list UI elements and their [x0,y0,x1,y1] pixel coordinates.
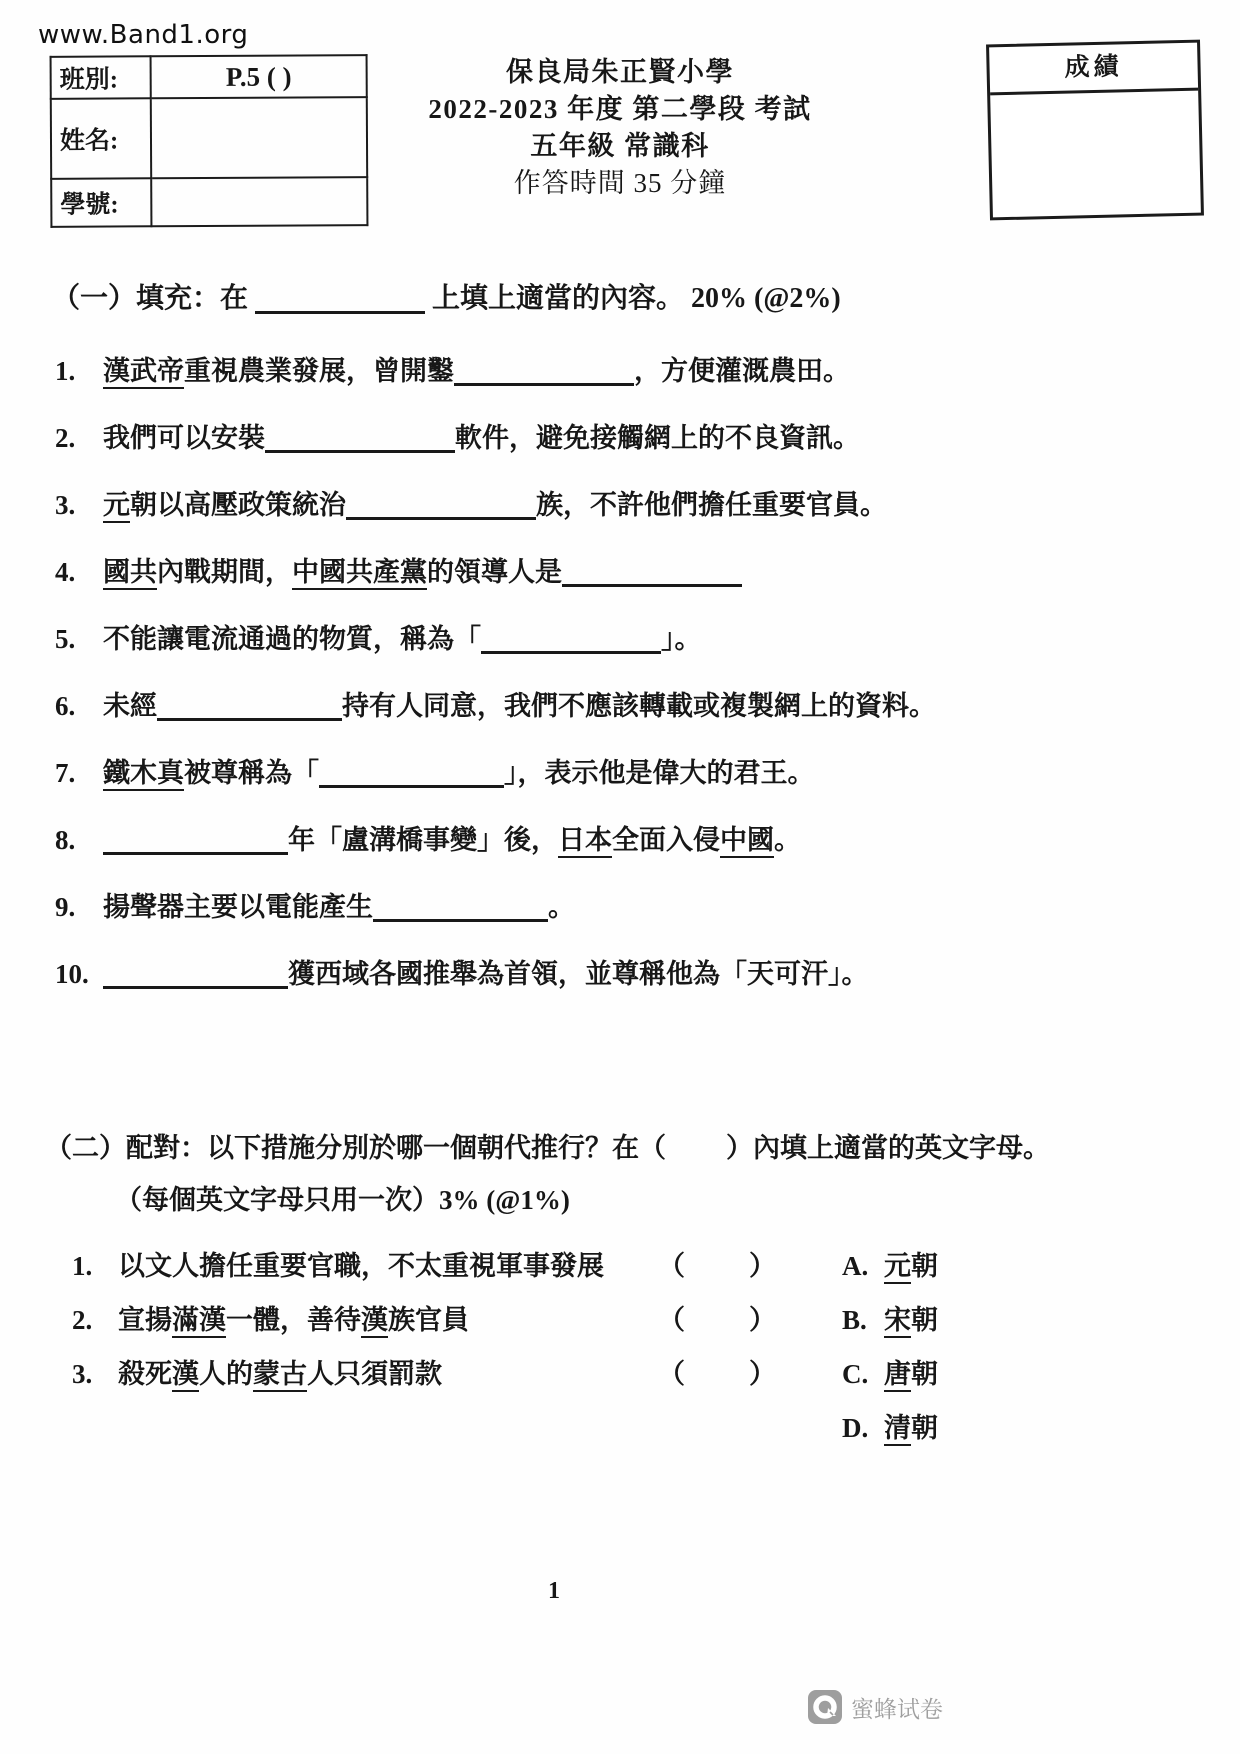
text-run: 。 [774,825,801,855]
text-run: 軟件，避免接觸網上的不良資訊。 [455,423,860,453]
question-number: 7. [55,758,76,788]
text-run: （二）配對：以下措施分別於哪一個朝代推行？在（ [45,1133,666,1163]
student-number-label: 學號: [51,178,151,227]
class-label: 班別: [51,56,151,99]
text-run: 人的 [199,1359,253,1389]
exam-title: 2022-2023 年度 第二學段 考試 [428,94,812,124]
column-spacer [776,1408,842,1448]
item-text [118,1408,658,1448]
bracket-close: ） [749,1359,776,1389]
dynasty-option [842,1408,938,1448]
text-run: 朝以高壓政策統治 [130,490,346,520]
underlined-term: 蒙古 [253,1359,307,1392]
section2-matching [72,1246,1212,1462]
question-number: 10. [55,959,89,989]
question-number: 4. [55,557,76,587]
brand-footer [808,1690,943,1724]
bracket-open: （ [658,1251,685,1281]
question-number: 5. [55,624,76,654]
text-run: 族官員 [388,1305,469,1335]
text-run: 一體，善待 [226,1305,361,1335]
question-number: 3. [55,490,76,520]
question-row [55,886,1205,928]
underlined-term: 鐵木真 [103,758,184,791]
underlined-term: 日本 [558,825,612,858]
answer-bracket [658,1300,776,1340]
text-run: 未經 [103,691,157,721]
column-spacer [776,1354,842,1394]
score-box-label: 成績 [989,43,1198,96]
question-text [103,752,1205,794]
bracket-close: ） [749,1305,776,1335]
dynasty-name: 宋朝 [884,1305,938,1338]
bracket-open: （ [658,1305,685,1335]
bracket-close: ） [749,1251,776,1281]
dynasty-option [842,1354,938,1394]
text-run: 。 [548,892,575,922]
underlined-term: 國共 [103,557,157,590]
time-limit: 作答時間 35 分鐘 [513,168,727,198]
underlined-term: 宋 [884,1305,911,1338]
question-row [55,953,1205,995]
item-number: 1. [72,1251,93,1281]
option-letter: B. [842,1305,867,1335]
text-run: 上填上適當的內容。 20% (@2%) [425,283,841,314]
text-run: 」，表示他是偉大的君王。 [504,758,815,788]
dynasty-option [842,1300,938,1340]
underlined-term: 元 [884,1251,911,1284]
underlined-term: 清 [884,1413,911,1446]
score-box [986,40,1204,221]
matching-row [72,1354,1212,1394]
dynasty-name: 清朝 [884,1413,938,1446]
section2-heading [45,1126,1215,1217]
option-letter: C. [842,1359,869,1389]
dynasty-option [842,1246,938,1286]
text-run: 人只須罰款 [307,1359,442,1389]
text-run: 殺死 [118,1359,172,1389]
section1-heading [52,276,841,316]
question-number: 1. [55,356,76,386]
text-run: 被尊稱為「 [184,758,319,788]
item-number: 2. [72,1305,93,1335]
student-number-value [151,177,367,226]
text-run: 持有人同意，我們不應該轉載或複製網上的資料。 [342,691,936,721]
answer-bracket [658,1408,776,1448]
fill-in-blank [373,891,548,922]
text-run: 內戰期間， [157,557,292,587]
item-text [118,1246,658,1286]
brand-text: 蜜蜂试卷 [851,1696,943,1723]
underlined-term: 元 [103,490,130,523]
text-run: ）內填上適當的英文字母。 [726,1133,1050,1163]
question-number: 8. [55,825,76,855]
fill-in-blank [265,422,455,453]
section2-heading-line2: （每個英文字母只用一次）3% (@1%) [115,1185,570,1215]
section1-questions [55,350,1205,1020]
column-spacer [776,1300,842,1340]
question-number: 2. [55,423,76,453]
matching-row [72,1300,1212,1340]
option-letter: D. [842,1413,869,1443]
item-text [118,1354,658,1394]
underlined-term: 漢 [172,1359,199,1392]
question-row [55,618,1205,660]
fill-in-blank [157,690,342,721]
column-spacer [776,1246,842,1286]
school-name: 保良局朱正賢小學 [506,57,734,87]
exam-header [428,54,811,202]
fill-in-blank [255,282,425,314]
item-number [72,1408,118,1448]
bracket-open: （ [658,1359,685,1389]
class-value: P.5 ( ) [151,55,367,98]
question-row [55,350,1205,392]
text-run: 不能讓電流通過的物質，稱為「 [103,624,481,654]
page-number: 1 [548,1578,560,1604]
text-run: 我們可以安裝 [103,423,265,453]
name-label: 姓名: [51,98,151,179]
underlined-term: 唐 [884,1359,911,1392]
fill-in-blank [562,556,742,587]
fill-in-blank [346,489,536,520]
matching-row [72,1246,1212,1286]
text-run: 族，不許他們擔任重要官員。 [536,490,887,520]
question-text [103,819,1205,861]
matching-row [72,1408,1212,1448]
text-run: 獲西域各國推舉為首領，並尊稱他為「天可汗」。 [288,959,869,989]
text-run: 的領導人是 [427,557,562,587]
text-run: 年「盧溝橋事變」後， [288,825,558,855]
text-run: 全面入侵 [612,825,720,855]
question-text [103,417,1205,459]
question-text [103,886,1205,928]
question-row [55,819,1205,861]
fill-in-blank [319,757,504,788]
question-row [55,551,1205,593]
answer-bracket [658,1246,776,1286]
underlined-term: 滿漢 [172,1305,226,1338]
dynasty-name: 唐朝 [884,1359,938,1392]
subject-line: 五年級 常識科 [530,131,710,161]
question-text [103,618,1205,660]
underlined-term: 中國 [720,825,774,858]
question-row [55,685,1205,727]
question-text [103,484,1205,526]
fill-in-blank [103,824,288,855]
fill-in-blank [481,623,661,654]
question-text [103,685,1205,727]
question-row [55,752,1205,794]
option-letter: A. [842,1251,869,1281]
beepaper-logo-icon [808,1690,842,1724]
question-text [103,551,1205,593]
answer-bracket [658,1354,776,1394]
text-run: （一）填充：在 [52,283,256,314]
question-text [103,953,1205,995]
text-run: ，方便灌溉農田。 [634,356,850,386]
underlined-term: 漢武帝 [103,356,184,389]
question-number: 9. [55,892,76,922]
item-text [118,1300,658,1340]
text-run: 揚聲器主要以電能產生 [103,892,373,922]
name-value [151,97,367,178]
fill-in-blank [454,355,634,386]
text-run: 重視農業發展，曾開鑿 [184,356,454,386]
text-run: 宣揚 [118,1305,172,1335]
text-run: 以文人擔任重要官職，不太重視軍事發展 [118,1251,604,1281]
student-info-table [50,54,369,228]
question-text [103,350,1205,392]
underlined-term: 中國共產黨 [292,557,427,590]
question-row [55,417,1205,459]
watermark-url: www.Band1.org [38,20,249,50]
text-run: 」。 [661,624,702,654]
item-number: 3. [72,1359,93,1389]
fill-in-blank [103,958,288,989]
section2-heading-line1 [45,1126,1215,1165]
question-number: 6. [55,691,76,721]
underlined-term: 漢 [361,1305,388,1338]
dynasty-name: 元朝 [884,1251,938,1284]
question-row [55,484,1205,526]
